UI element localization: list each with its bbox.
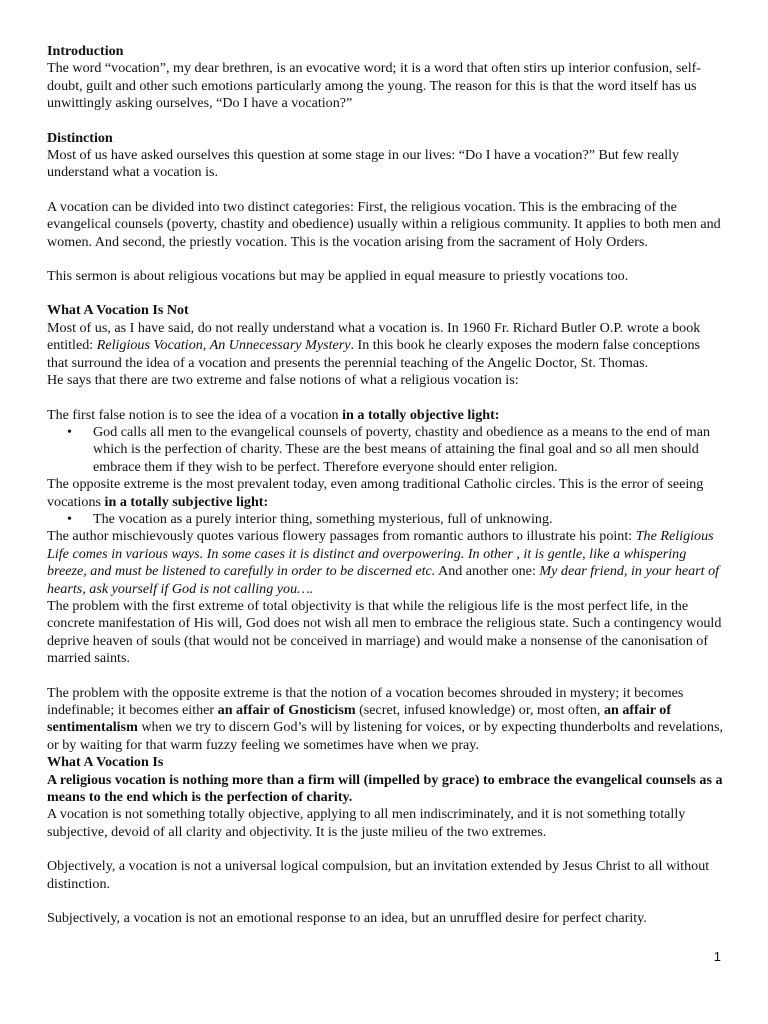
heading-distinction: Distinction bbox=[47, 129, 113, 146]
emphasis-subjective-light: in a totally subjective light: bbox=[104, 493, 269, 510]
emphasis-objective-light: in a totally objective light: bbox=[342, 406, 500, 423]
paragraph-first-extreme-problem: The problem with the first extreme of total objectivity is that while the religious life is the most perfect life, in the concrete manifestation of His will, God does not wish all men to embrace the religious state. Such a contingency would deprive heaven of souls (that would not be conceived in marriage) and would make a nonsense of the canonisation of married saints. bbox=[47, 597, 722, 667]
text-span: (secret, infused knowledge) or, most often, bbox=[355, 702, 604, 718]
paragraph-introduction: The word “vocation”, my dear brethren, is an evocative word; it is a word that often stirs up interior confusion, self-doubt, guilt and other such emotions particularly among the young. The reason for this is that the word itself has us unwittingly asking ourselves, “Do I have a vocation?” bbox=[47, 60, 701, 112]
bullet-list-subjective bbox=[47, 511, 723, 528]
bullet-item-objective: • God calls all men to the evangelical counsels of poverty, chastity and obedience as a means to the end of man which is the perfection of charity. These are the best means of attaining the final goal and so all men should embrace them if they wish to be perfect. Therefore everyone should enter religion. bbox=[93, 424, 723, 476]
book-title: Religious Vocation, An Unnecessary Mystery bbox=[96, 337, 351, 354]
paragraph-butler-book bbox=[47, 320, 723, 372]
paragraph-distinction-1: Most of us have asked ourselves this question at some stage in our lives: “Do I have a vocation?” But few really understand what a vocation is. bbox=[47, 147, 680, 181]
paragraph-juste-milieu: A vocation is not something totally objective, applying to all men indiscriminately, and it is not something totally subjective, devoid of all clarity and objectivity. It is the juste milieu of the two extremes. bbox=[47, 806, 686, 840]
paragraph-distinction-2: A vocation can be divided into two distinct categories: First, the religious vocation. This is the embracing of the evangelical counsels (poverty, chastity and obedience) usually within a religious community. It applies to both men and women. And second, the priestly vocation. This is the vocation arising from the sacrament of Holy Orders. bbox=[47, 198, 721, 250]
paragraph-subjectively: Subjectively, a vocation is not an emotional response to an idea, but an unruffled desire for perfect charity. bbox=[47, 910, 647, 927]
paragraph-opposite-extreme bbox=[47, 476, 723, 511]
heading-what-a-vocation-is: What A Vocation Is bbox=[47, 754, 164, 771]
heading-what-a-vocation-is-not: What A Vocation Is Not bbox=[47, 302, 189, 319]
text-span: The problem with the opposite extreme is that the notion of a vocation becomes shrouded in mystery; it becomes indefinable; it becomes either bbox=[47, 684, 684, 718]
vocation-definition: A religious vocation is nothing more than a firm will (impelled by grace) to embrace the evangelical counsels as a means to the end which is the perfection of charity. bbox=[47, 771, 723, 806]
paragraph-opposite-extreme-problem bbox=[47, 685, 723, 755]
bullet-list-objective bbox=[47, 424, 723, 476]
bullet-item-subjective: • The vocation as a purely interior thing, something mysterious, full of unknowing. bbox=[93, 511, 723, 528]
heading-introduction: Introduction bbox=[47, 43, 124, 59]
text-span: And another one: bbox=[435, 563, 540, 580]
emphasis-gnosticism: an affair of Gnosticism bbox=[217, 702, 356, 718]
paragraph-two-extremes: He says that there are two extreme and false notions of what a religious vocation is: bbox=[47, 372, 519, 389]
text-span: The first false notion is to see the idea of a vocation bbox=[47, 406, 343, 423]
quote-religious-life: The Religious Life comes in various ways. In some cases it is distinct and overpowering. In other , it is gentle, like a whispering breeze, and must be listened to carefully in order to be discerned etc. bbox=[47, 528, 714, 580]
text-span: . In this book he clearly exposes the modern false conceptions that surround the idea of a vocation and presents the perennial teaching of the Angelic Doctor, St. Thomas. bbox=[47, 337, 700, 371]
text-span: The opposite extreme is the most prevalent today, even among traditional Catholic circles. This is the error of seeing vocations bbox=[47, 476, 704, 510]
quote-dear-friend: My dear friend, in your heart of hearts, ask yourself if God is not calling you…. bbox=[47, 563, 720, 597]
text-span: Most of us, as I have said, do not really understand what a vocation is. In 1960 Fr. Richard Butler O.P. wrote a book entitled: bbox=[47, 319, 701, 354]
text-span: when we try to discern God’s will by listening for voices, or by expecting thunderbolts and revelations, or by waiting for that warm fuzzy feeling we sometimes have when we pray. bbox=[47, 719, 723, 753]
paragraph-flowery-quotes bbox=[47, 528, 723, 598]
page-number: 1 bbox=[713, 949, 721, 964]
paragraph-distinction-3: This sermon is about religious vocations but may be applied in equal measure to priestly vocations too. bbox=[47, 268, 629, 285]
document-page bbox=[47, 43, 723, 927]
emphasis-sentimentalism: an affair of sentimentalism bbox=[47, 702, 672, 736]
paragraph-first-false-notion bbox=[47, 407, 723, 424]
paragraph-objectively: Objectively, a vocation is not a universal logical compulsion, but an invitation extended by Jesus Christ to all without distinction. bbox=[47, 858, 710, 892]
text-span: The author mischievously quotes various flowery passages from romantic authors to illustrate his point: bbox=[47, 528, 636, 545]
